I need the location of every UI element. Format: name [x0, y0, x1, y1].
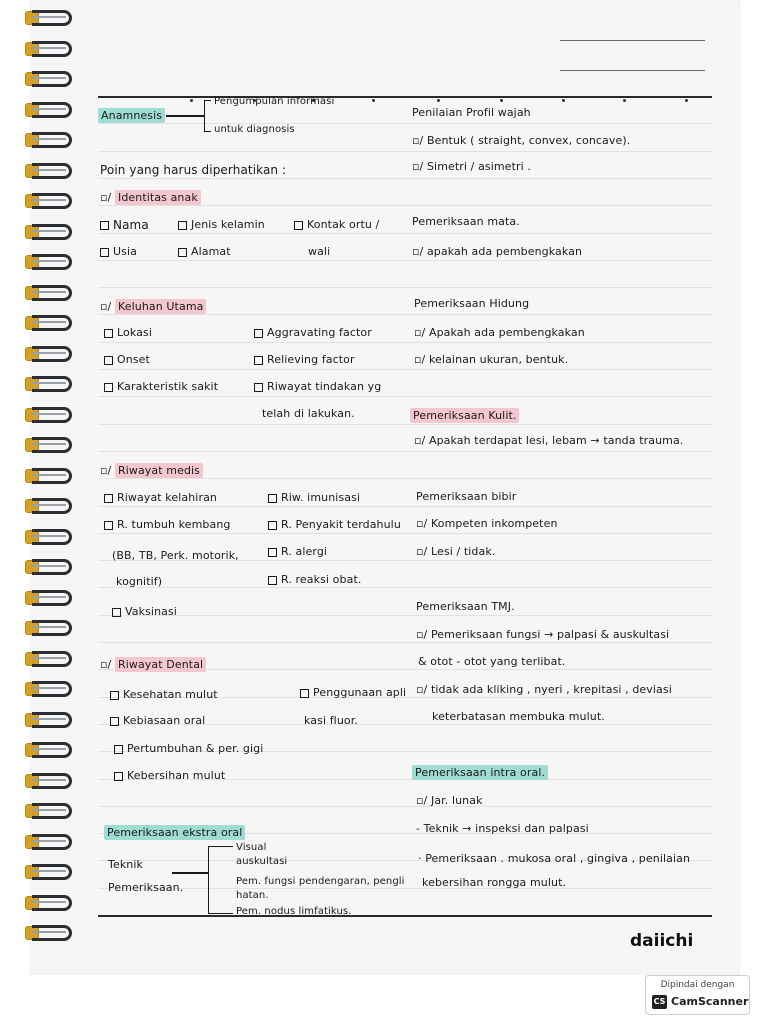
list-item-label: Kebiasaan oral: [123, 714, 206, 727]
spiral-coil: [24, 437, 76, 453]
section-heading: ▫/ Identitas anak: [100, 191, 201, 204]
mata-heading: Pemeriksaan mata.: [412, 215, 520, 228]
list-item-label: R. reaksi obat.: [281, 573, 362, 586]
spiral-coil: [24, 925, 76, 941]
list-item-label: Kontak ortu /: [307, 218, 380, 231]
keluhan-heading: Keluhan Utama: [115, 299, 207, 314]
spiral-coil: [24, 224, 76, 240]
list-item: ▫/ Jar. lunak: [416, 794, 483, 807]
list-item-label: kognitif): [116, 575, 163, 588]
margin-dot: [437, 99, 440, 102]
pemeriksaan-label: Pemeriksaan.: [108, 881, 184, 894]
list-item: [268, 545, 327, 558]
spiral-coil: [24, 681, 76, 697]
wire-ring: [32, 10, 72, 26]
list-item: ▫/ Pemeriksaan fungsi → palpasi & auskultasi: [416, 628, 670, 641]
wire-ring: [32, 651, 72, 667]
rule-line: [98, 342, 712, 343]
list-item: [104, 491, 217, 504]
list-item: ▫/ Kompeten inkompeten: [416, 517, 558, 530]
list-item: [104, 326, 152, 339]
checkbox-icon: [110, 717, 119, 726]
rule-line: [98, 615, 712, 616]
header-line: [560, 40, 705, 41]
list-item-label: Kompeten inkompeten: [430, 517, 558, 530]
poin-title: Poin yang harus diperhatikan :: [100, 163, 287, 177]
checkbox-icon: [178, 248, 187, 257]
list-item-label: · Pemeriksaan . mukosa oral , gingiva , penilaian: [418, 852, 691, 865]
list-item: [100, 245, 137, 258]
checkbox-icon: [114, 745, 123, 754]
rule-line: [98, 888, 712, 889]
list-item: ▫/ Apakah terdapat lesi, lebam → tanda trauma.: [414, 434, 684, 447]
list-item: [268, 491, 360, 504]
spiral-coil: [24, 712, 76, 728]
margin-dot: [685, 99, 688, 102]
list-item: ▫/ Simetri / asimetri .: [412, 160, 531, 173]
section-heading: ▫/ Keluhan Utama: [100, 300, 206, 313]
checkbox-icon: [114, 772, 123, 781]
list-item-label: Jenis kelamin: [191, 218, 265, 231]
list-item-label: Usia: [113, 245, 137, 258]
wire-ring: [32, 681, 72, 697]
anamnesis-label: Anamnesis: [98, 108, 165, 123]
checkbox-icon: [104, 383, 113, 392]
wire-ring: [32, 742, 72, 758]
list-item-label: Vaksinasi: [125, 605, 177, 618]
wire-ring: [32, 773, 72, 789]
list-item: ▫/ tidak ada kliking , nyeri , krepitasi , deviasi: [416, 683, 672, 696]
checkbox-icon: [104, 494, 113, 503]
list-item-label: kebersihan rongga mulut.: [422, 876, 567, 889]
wire-ring: [32, 834, 72, 850]
spiral-coil: [24, 163, 76, 179]
ekstra-oral-item: Visual: [236, 842, 267, 853]
list-item-label: R. tumbuh kembang: [117, 518, 231, 531]
connector-line: [166, 115, 204, 117]
spiral-coil: [24, 620, 76, 636]
list-item-label: Relieving factor: [267, 353, 355, 366]
list-item-label: Kesehatan mulut: [123, 688, 218, 701]
list-item-label: Pertumbuhan & per. gigi: [127, 742, 264, 755]
checkbox-icon: [294, 221, 303, 230]
spiral-coil: [24, 773, 76, 789]
list-item-label: Apakah terdapat lesi, lebam → tanda trauma.: [428, 434, 684, 447]
wire-ring: [32, 376, 72, 392]
checkbox-icon: [110, 691, 119, 700]
spiral-coil: [24, 864, 76, 880]
list-item-label: Pemeriksaan fungsi → palpasi & auskultasi: [430, 628, 670, 641]
list-item-label: Onset: [117, 353, 150, 366]
list-item-label: Riw. imunisasi: [281, 491, 361, 504]
scanner-line1: Dipindai dengan: [660, 980, 735, 990]
list-item: [104, 380, 218, 393]
list-item: [254, 353, 355, 366]
list-item-label: Lesi / tidak.: [430, 545, 496, 558]
riwayat-medis-heading: Riwayat medis: [115, 463, 203, 478]
checkbox-icon: [268, 494, 277, 503]
checkbox-icon: [268, 548, 277, 557]
rule-line: [98, 424, 712, 425]
rule-line: [98, 506, 712, 507]
list-item: ▫/ kelainan ukuran, bentuk.: [414, 353, 569, 366]
spiral-coil: [24, 803, 76, 819]
list-item-label: Alamat: [191, 245, 231, 258]
anamnesis-branch: Pengumpulan informasi: [214, 96, 335, 107]
list-item-label: telah di lakukan.: [262, 407, 355, 420]
list-item-label: (BB, TB, Perk. motorik,: [112, 549, 239, 562]
bracket: [204, 100, 211, 132]
spiral-coil: [24, 590, 76, 606]
wire-ring: [32, 559, 72, 575]
margin-dot: [190, 99, 193, 102]
rule-line: [98, 205, 712, 206]
spiral-coil: [24, 559, 76, 575]
rule-line: [98, 642, 712, 643]
spiral-coil: [24, 193, 76, 209]
rule-line: [98, 151, 712, 152]
kulit-heading: Pemeriksaan Kulit.: [410, 408, 519, 423]
section-heading: ▫/ Riwayat Dental: [100, 658, 206, 671]
spiral-coil: [24, 895, 76, 911]
identitas-heading: Identitas anak: [115, 190, 201, 205]
teknik-label: Teknik: [108, 858, 143, 871]
list-item-label: Bentuk ( straight, convex, concave).: [426, 134, 631, 147]
list-item-label: Penggunaan apli: [313, 686, 407, 699]
list-item-label: Apakah ada pembengkakan: [428, 326, 585, 339]
list-item-label: Riwayat tindakan yg: [267, 380, 382, 393]
list-item-label: Lokasi: [117, 326, 152, 339]
list-item: [110, 714, 205, 727]
rule-line: [98, 369, 712, 370]
ekstra-oral-item: Pem. nodus limfatikus.: [236, 906, 352, 917]
ekstra-oral-item: hatan.: [236, 890, 269, 901]
list-item: [178, 218, 265, 231]
ekstra-oral-item: Pem. fungsi pendengaran, pengli: [236, 876, 405, 887]
wire-ring: [32, 163, 72, 179]
spiral-coil: [24, 71, 76, 87]
list-item: [114, 769, 225, 782]
spiral-coil: [24, 498, 76, 514]
rule-line: [98, 396, 712, 397]
margin-dot: [623, 99, 626, 102]
spiral-coil: [24, 376, 76, 392]
list-item: [254, 326, 372, 339]
list-item-label: R. alergi: [281, 545, 328, 558]
list-item-label: Nama: [113, 218, 149, 232]
list-item: [178, 245, 231, 258]
spiral-coil: [24, 102, 76, 118]
list-item-label: Simetri / asimetri .: [426, 160, 531, 173]
hidung-heading: Pemeriksaan Hidung: [414, 297, 530, 310]
rule-line: [98, 96, 712, 98]
spiral-coil: [24, 315, 76, 331]
wire-ring: [32, 437, 72, 453]
wire-ring: [32, 315, 72, 331]
checkbox-icon: [178, 221, 187, 230]
list-item: [268, 518, 401, 531]
ekstra-oral-heading: Pemeriksaan ekstra oral: [104, 825, 245, 840]
checkbox-icon: [112, 608, 121, 617]
spiral-coil: [24, 254, 76, 270]
wire-ring: [32, 407, 72, 423]
wire-ring: [32, 41, 72, 57]
spiral-coil: [24, 346, 76, 362]
spiral-coil: [24, 41, 76, 57]
riwayat-dental-heading: Riwayat Dental: [115, 657, 206, 672]
wire-ring: [32, 590, 72, 606]
rule-line: [98, 314, 712, 315]
list-item-label: Karakteristik sakit: [117, 380, 219, 393]
rule-line: [98, 451, 712, 452]
checkbox-icon: [104, 329, 113, 338]
wire-ring: [32, 71, 72, 87]
list-item-label: Aggravating factor: [267, 326, 372, 339]
list-item-label: apakah ada pembengkakan: [426, 245, 583, 258]
wire-ring: [32, 224, 72, 240]
list-item: [104, 353, 150, 366]
checkbox-icon: [254, 383, 263, 392]
list-item: [254, 380, 381, 393]
camscanner-badge: [645, 975, 750, 1015]
rule-line: [98, 260, 712, 261]
margin-dot: [562, 99, 565, 102]
profil-heading: Penilaian Profil wajah: [412, 106, 531, 119]
wire-ring: [32, 895, 72, 911]
list-item: [112, 605, 177, 618]
rule-line: [98, 233, 712, 234]
spiral-coil: [24, 132, 76, 148]
list-item: ▫/ Bentuk ( straight, convex, concave).: [412, 134, 631, 147]
wire-ring: [32, 102, 72, 118]
rule-line: [98, 287, 712, 288]
list-item-label: & otot - otot yang terlibat.: [418, 655, 566, 668]
list-item-label: tidak ada kliking , nyeri , krepitasi , deviasi: [430, 683, 672, 696]
ekstra-oral-item: auskultasi: [236, 856, 288, 867]
spiral-coil: [24, 468, 76, 484]
list-item: ▫/ Lesi / tidak.: [416, 545, 496, 558]
checkbox-icon: [100, 248, 109, 257]
checkbox-icon: [254, 329, 263, 338]
wire-ring: [32, 498, 72, 514]
checkbox-icon: [104, 356, 113, 365]
list-item: ▫/ apakah ada pembengkakan: [412, 245, 583, 258]
checkbox-icon: [254, 356, 263, 365]
rule-line: [98, 915, 712, 917]
list-item-label: R. Penyakit terdahulu: [281, 518, 401, 531]
wire-ring: [32, 254, 72, 270]
spiral-coil: [24, 529, 76, 545]
list-item: [300, 686, 406, 699]
wire-ring: [32, 864, 72, 880]
list-item-label: keterbatasan membuka mulut.: [432, 710, 605, 723]
spiral-binding: [24, 10, 72, 970]
list-item-label: Jar. lunak: [430, 794, 483, 807]
checkbox-icon: [300, 689, 309, 698]
wire-ring: [32, 712, 72, 728]
spiral-coil: [24, 834, 76, 850]
spiral-coil: [24, 285, 76, 301]
rule-line: [98, 587, 712, 588]
list-item-label: Riwayat kelahiran: [117, 491, 218, 504]
brand-logo: daiichi: [630, 931, 694, 951]
list-item-label: wali: [308, 245, 331, 258]
rule-line: [98, 178, 712, 179]
wire-ring: [32, 925, 72, 941]
list-item: [114, 742, 263, 755]
wire-ring: [32, 132, 72, 148]
wire-ring: [32, 529, 72, 545]
list-item: ▫/ Apakah ada pembengkakan: [414, 326, 585, 339]
wire-ring: [32, 468, 72, 484]
list-item-label: - Teknik → inspeksi dan palpasi: [416, 822, 589, 835]
checkbox-icon: [100, 221, 109, 230]
margin-dot: [500, 99, 503, 102]
connector-line: [172, 872, 208, 874]
rule-line: [98, 806, 712, 807]
list-item: [294, 218, 379, 231]
wire-ring: [32, 285, 72, 301]
section-heading: ▫/ Riwayat medis: [100, 464, 203, 477]
anamnesis-branch: untuk diagnosis: [214, 124, 295, 135]
rule-line: [98, 478, 712, 479]
list-item: [104, 518, 231, 531]
spiral-coil: [24, 742, 76, 758]
scanner-line2: CamScanner: [671, 995, 749, 1008]
rule-line: [98, 123, 712, 124]
intra-oral-heading: Pemeriksaan intra oral.: [412, 765, 548, 780]
spiral-coil: [24, 407, 76, 423]
spiral-coil: [24, 651, 76, 667]
list-item-label: kelainan ukuran, bentuk.: [428, 353, 569, 366]
margin-dot: [372, 99, 375, 102]
wire-ring: [32, 193, 72, 209]
list-item-label: kasi fluor.: [304, 714, 358, 727]
wire-ring: [32, 620, 72, 636]
checkbox-icon: [268, 576, 277, 585]
bibir-heading: Pemeriksaan bibir: [416, 490, 517, 503]
checkbox-icon: [268, 521, 277, 530]
spiral-coil: [24, 10, 76, 26]
checkbox-icon: [104, 521, 113, 530]
wire-ring: [32, 803, 72, 819]
wire-ring: [32, 346, 72, 362]
bracket: [208, 846, 233, 914]
header-line: [560, 70, 705, 71]
rule-line: [98, 533, 712, 534]
list-item: [110, 688, 218, 701]
tmj-heading: Pemeriksaan TMJ.: [416, 600, 515, 613]
list-item: [100, 218, 149, 232]
list-item-label: Kebersihan mulut: [127, 769, 226, 782]
camscanner-icon: CS: [652, 995, 667, 1009]
list-item: [268, 573, 361, 586]
